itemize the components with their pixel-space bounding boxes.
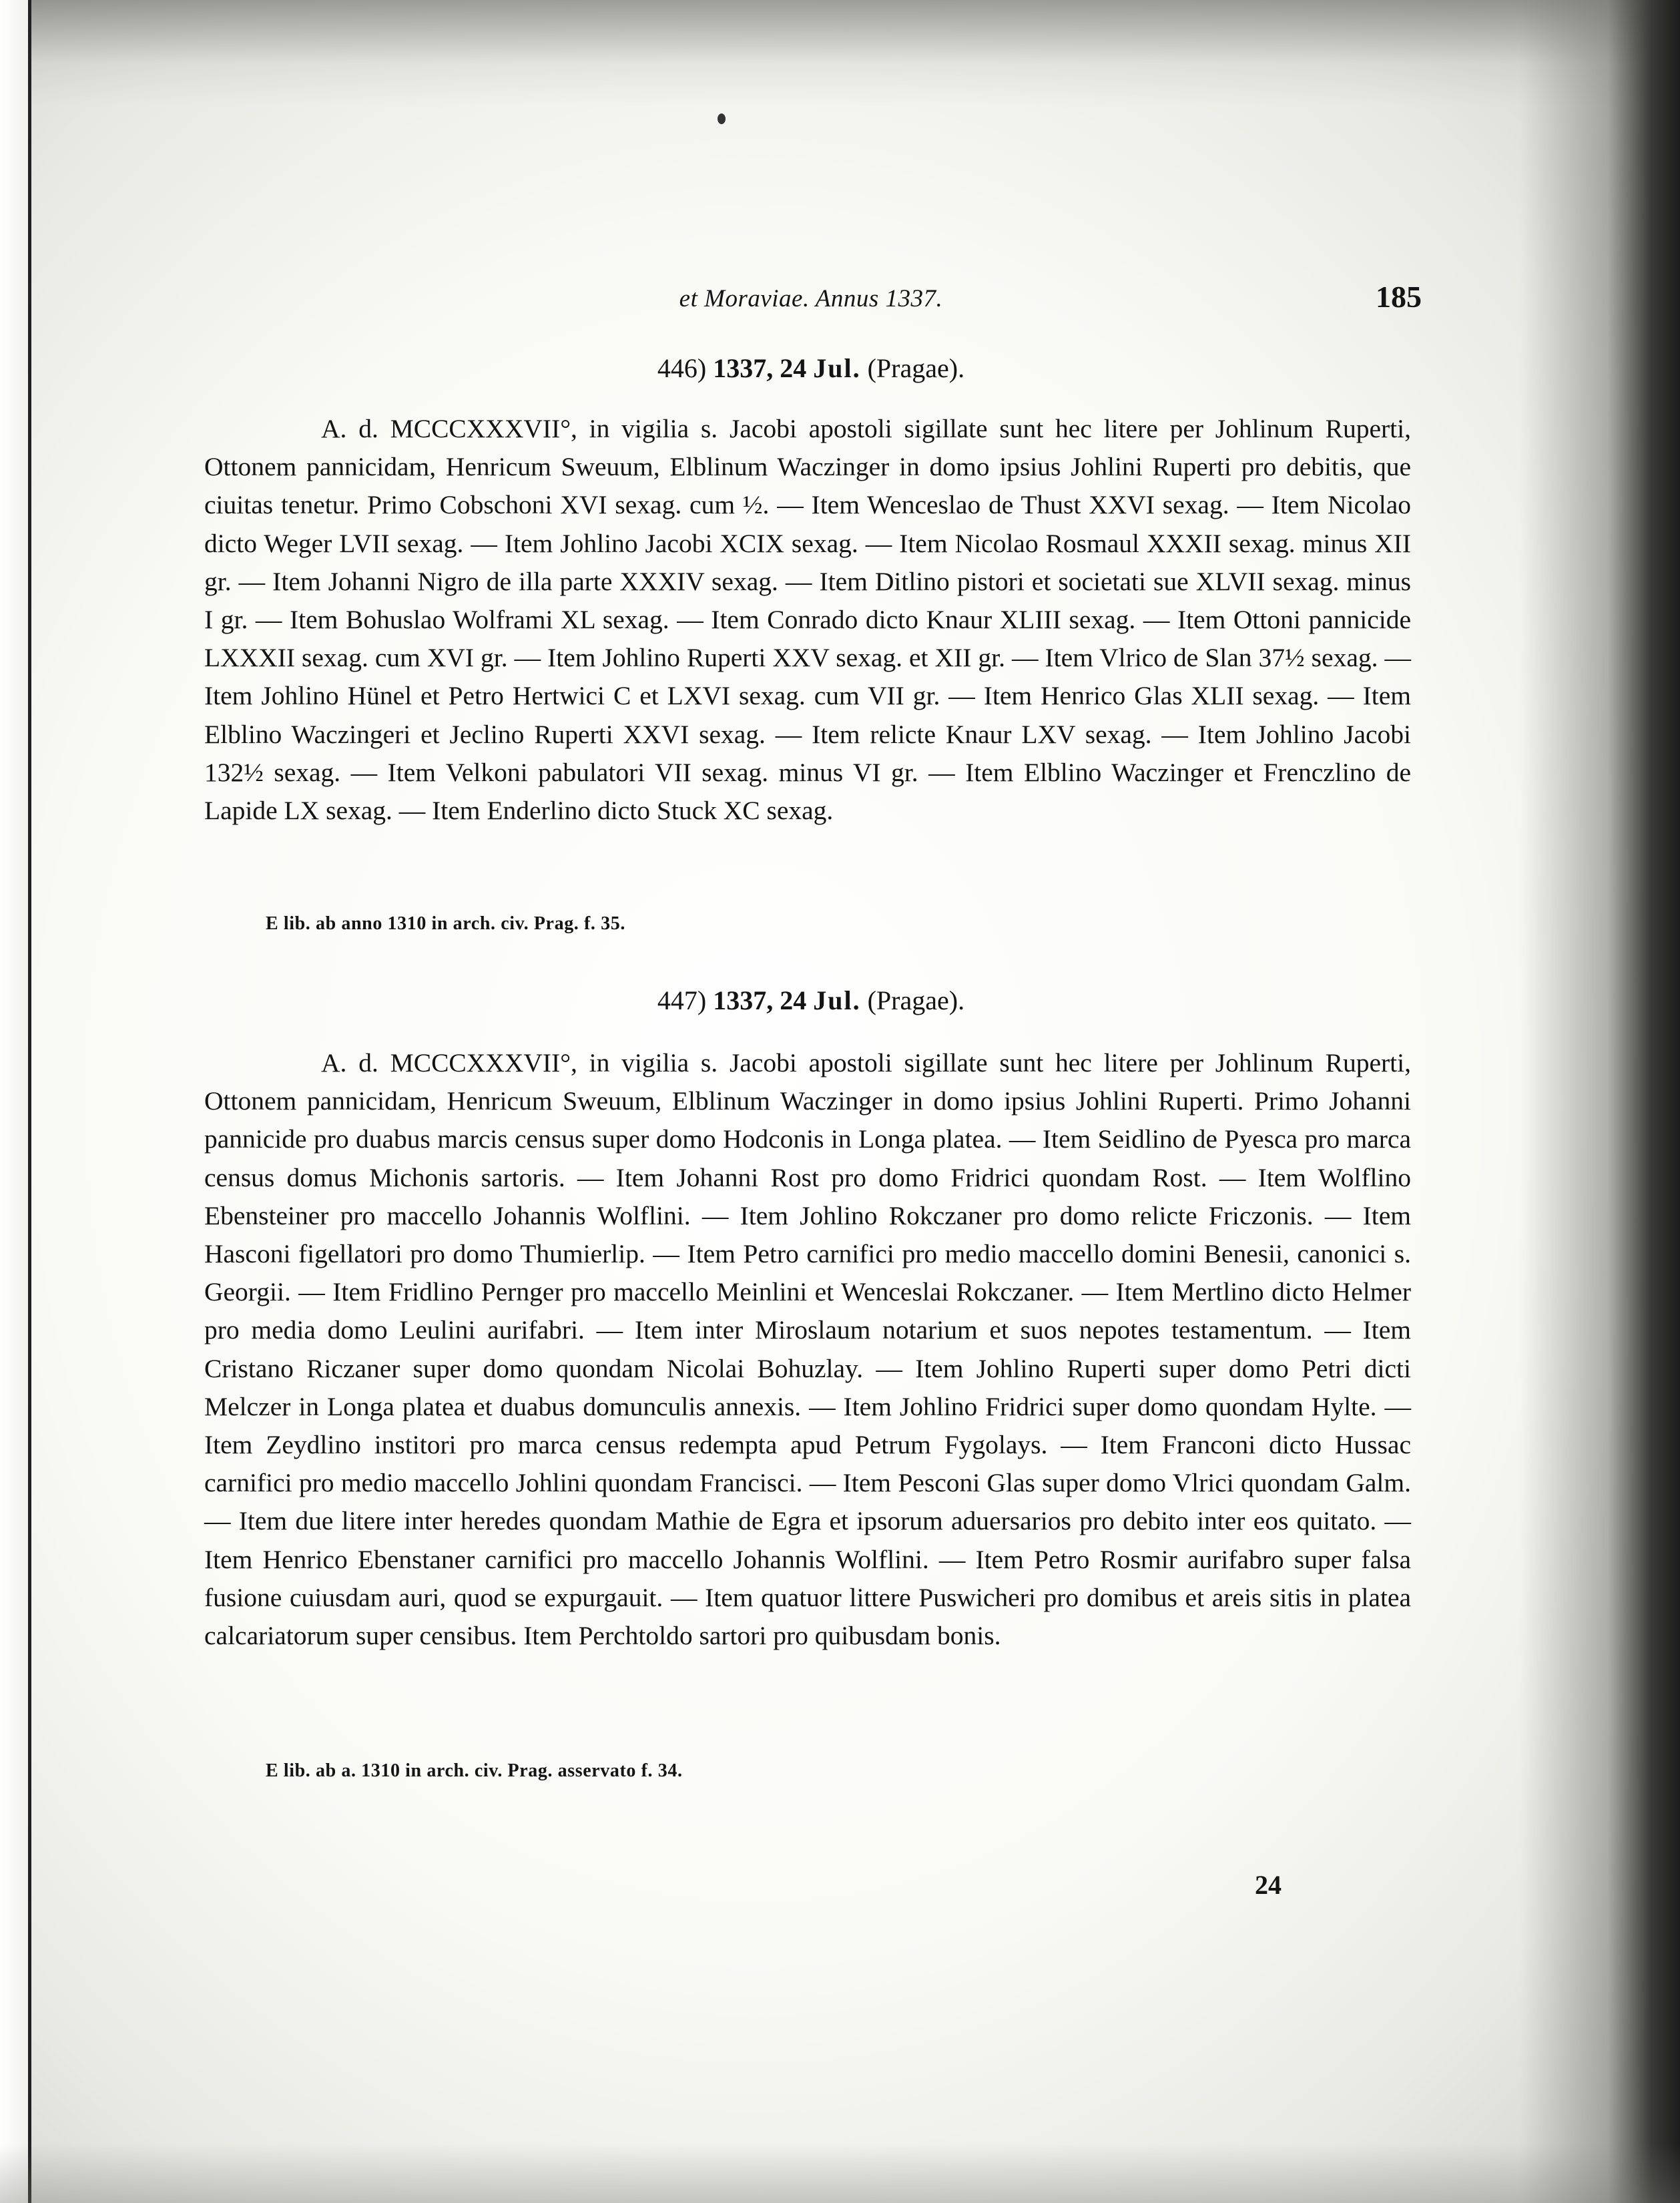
scan-shadow-top xyxy=(0,0,1680,107)
entry-heading xyxy=(200,352,1422,384)
entry-body: A. d. MCCCXXXVII°, in vigilia s. Jacobi apostoli sigillate sunt hec litere per Johlinum Ruperti, Ottonem pannicidam, Henricum Sweuum, Elblinum Waczinger in domo ipsius Johlini Ruperti pro debitis, que ciuitas tenetur. Primo Cobschoni XVI sexag. cum ½. — Item Wenceslao de Thust XXVI sexag. — Item Nicolao dicto Weger LVII sexag. — Item Johlino Jacobi XCIX sexag. — Item Nicolao Rosmaul XXXII sexag. minus XII gr. — Item Johanni Nigro de illa parte XXXIV sexag. — Item Ditlino pistori et societati sue XLVII sexag. minus I gr. — Item Bohuslao Wolframi XL sexag. — Item Conrado dicto Knaur XLIII sexag. — Item Ottoni pannicide LXXXII sexag. cum XVI gr. — Item Johlino Ruperti XXV sexag. et XII gr. — Item Vlrico de Slan 37½ sexag. — Item Johlino Hünel et Petro Hertwici C et LXVI sexag. cum VII gr. — Item Henrico Glas XLII sexag. — Item Elblino Waczingeri et Jeclino Ruperti XXVI sexag. — Item relicte Knaur LXV sexag. — Item Johlino Jacobi 132½ sexag. — Item Velkoni pabulatori VII sexag. minus VI gr. — Item Elblino Waczinger et Frenczlino de Lapide LX sexag. — Item Enderlino dicto Stuck XC sexag. xyxy=(204,414,1411,826)
entry-place: (Pragae). xyxy=(867,985,965,1015)
running-head xyxy=(200,279,1422,319)
entry-number: 447) xyxy=(657,985,707,1015)
page-number: 185 xyxy=(1376,280,1422,314)
entry-month: Jul. xyxy=(813,353,861,383)
entry-number: 446) xyxy=(657,353,707,383)
entry-month: Jul. xyxy=(813,985,861,1015)
scan-shadow-right xyxy=(1520,0,1680,2203)
entry-source-note: E lib. ab anno 1310 in arch. civ. Prag. f. 35. xyxy=(266,913,625,934)
entry-date: 1337, 24 xyxy=(713,985,807,1015)
scan-shadow-bottom xyxy=(0,2143,1680,2203)
entry-place: (Pragae). xyxy=(867,353,965,383)
scan-speck xyxy=(718,113,726,124)
entry-body: A. d. MCCCXXXVII°, in vigilia s. Jacobi apostoli sigillate sunt hec litere per Johlinum Ruperti, Ottonem pannicidam, Henricum Sweuum, Elblinum Waczinger in domo ipsius Johlini Ruperti. Primo Johanni pannicide pro duabus marcis census super domo Hodconis in Longa platea. — Item Seidlino de Pyesca pro marca census domus Michonis sartoris. — Item Johanni Rost pro domo Fridrici quondam Rost. — Item Wolflino Ebensteiner pro maccello Johannis Wolflini. — Item Johlino Rokczaner pro domo relicte Friczonis. — Item Hasconi figellatori pro domo Thumierlip. — Item Petro carnifici pro medio maccello domini Benesii, canonici s. Georgii. — Item Fridlino Pernger pro maccello Meinlini et Wenceslai Rokczaner. — Item Mertlino dicto Helmer pro media domo Leulini aurifabri. — Item inter Miroslaum notarium et suos nepotes testamentum. — Item Cristano Riczaner super domo quondam Nicolai Bohuzlay. — Item Johlino Ruperti super domo Petri dicti Melczer in Longa platea et duabus domunculis annexis. — Item Johlino Fridrici super domo quondam Hylte. — Item Zeydlino institori pro marca census redempta apud Petrum Fygolays. — Item Franconi dicto Hussac carnifici pro medio maccello Johlini quondam Francisci. — Item Pesconi Glas super domo Vlrici quondam Galm. — Item due litere inter heredes quondam Mathie de Egra et ipsorum aduersarios pro debito inter eos quitato. — Item Henrico Ebenstaner carnifici pro maccello Johannis Wolflini. — Item Petro Rosmir aurifabro super falsa fusione cuiusdam auri, quod se expurgauit. — Item quatuor littere Puswicheri pro domibus et areis sitis in platea calcariatorum super censibus. Item Perchtoldo sartori pro quibusdam bonis. xyxy=(204,1048,1411,1651)
running-title: et Moraviae. Annus 1337. xyxy=(679,285,943,312)
scan-margin-left xyxy=(0,0,28,2203)
entry-heading xyxy=(200,985,1422,1016)
entry-date: 1337, 24 xyxy=(713,353,807,383)
scan-edge-line-left xyxy=(28,0,31,2203)
signature-mark: 24 xyxy=(1255,1870,1282,1900)
entry-source-note: E lib. ab a. 1310 in arch. civ. Prag. asservato f. 34. xyxy=(266,1760,683,1781)
